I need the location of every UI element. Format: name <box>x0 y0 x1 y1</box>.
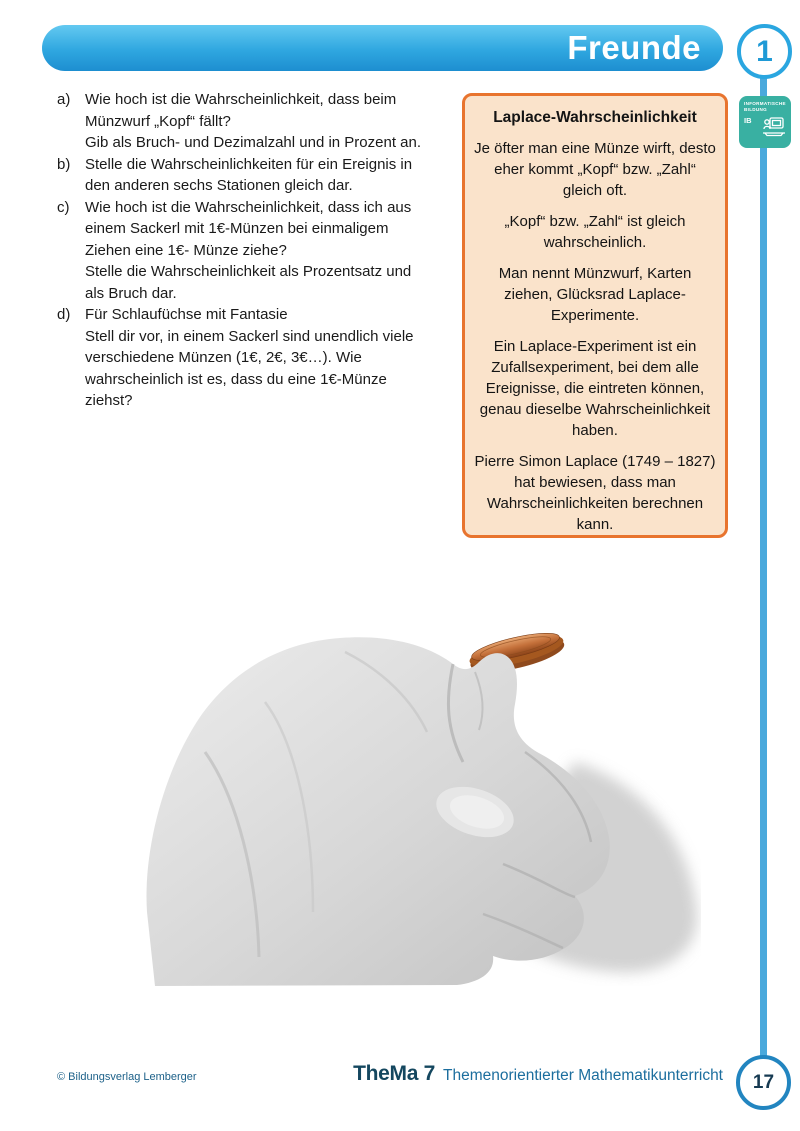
series-title: TheMa 7 <box>353 1062 436 1085</box>
badge-label-line2: BILDUNG <box>744 107 768 112</box>
exercise-text <box>85 154 412 197</box>
exercise-line: Stell dir vor, in einem Sackerl sind unendlich viele <box>85 327 414 345</box>
info-box-paragraph: „Kopf“ bzw. „Zahl“ ist gleich wahrscheinlich. <box>504 213 686 251</box>
exercise-item-b <box>57 154 477 197</box>
info-box-paragraph: Ein Laplace-Experiment ist ein Zufallsexperiment, bei dem alle Ereignisse, die eintreten können, genau dieselbe Wahrscheinlichkeit haben. <box>479 338 711 439</box>
exercise-line: ziehst? <box>85 392 133 409</box>
exercise-line: Stelle die Wahrscheinlichkeit als Prozentsatz und <box>85 263 412 280</box>
info-box-paragraph: Je öfter man eine Münze wirft, desto eher kommt „Kopf“ bzw. „Zahl“ gleich oft. <box>474 140 716 199</box>
exercise-line: verschiedene Münzen (1€, 2€, 3€…). Wie <box>85 349 362 366</box>
exercise-item-c <box>57 197 477 305</box>
chapter-header-bar <box>42 25 723 71</box>
exercise-line: Ziehen eine 1€- Münze ziehe? <box>85 241 287 259</box>
badge-abbreviation: IB <box>744 116 752 125</box>
page-number: 17 <box>752 1071 775 1093</box>
laplace-info-box <box>462 93 728 538</box>
exercise-text <box>85 197 411 305</box>
exercise-item-a <box>57 89 477 154</box>
exercise-line: wahrscheinlich ist es, dass du eine 1€-Münze <box>85 370 387 388</box>
badge-label-line1: INFORMATISCHE <box>744 101 786 106</box>
chapter-title: Freunde <box>567 29 701 66</box>
info-box-paragraph: Man nennt Münzwurf, Karten ziehen, Glücksrad Laplace-Experimente. <box>498 265 692 324</box>
series-subtitle: Themenorientierter Mathematikunterricht <box>443 1067 723 1084</box>
exercise-label: d) <box>57 306 71 323</box>
copyright-text: © Bildungsverlag Lemberger <box>57 1071 197 1083</box>
person-at-laptop-icon <box>761 116 787 143</box>
exercise-line: Stelle die Wahrscheinlichkeiten für ein Ereignis in <box>85 155 413 173</box>
exercise-label: c) <box>57 198 70 216</box>
informatische-bildung-badge <box>739 96 791 148</box>
exercise-text <box>85 89 421 154</box>
unit-number-circle <box>737 24 792 79</box>
info-box-title: Laplace-Wahrscheinlichkeit <box>493 109 697 126</box>
series-footer <box>353 1062 723 1086</box>
exercise-line: Wie hoch ist die Wahrscheinlichkeit, dass beim <box>85 91 397 108</box>
exercise-line: als Bruch dar. <box>85 284 177 302</box>
exercise-line: Gib als Bruch- und Dezimalzahl und in Prozent an. <box>85 134 422 151</box>
exercise-label: a) <box>57 91 71 108</box>
unit-number: 1 <box>756 34 773 68</box>
page-margin-line <box>760 76 767 1058</box>
exercise-line: Für Schlaufüchse mit Fantasie <box>85 306 288 323</box>
exercise-item-d <box>57 304 477 412</box>
info-box-paragraph: Pierre Simon Laplace (1749 – 1827) hat bewiesen, dass man Wahrscheinlichkeiten berechnen kann. <box>474 453 716 533</box>
exercise-line: Wie hoch ist die Wahrscheinlichkeit, dass ich aus <box>85 198 412 216</box>
exercise-text <box>85 304 414 412</box>
page-number-circle <box>736 1055 791 1110</box>
exercise-line: den anderen sechs Stationen gleich dar. <box>85 177 353 194</box>
exercise-label: b) <box>57 155 71 173</box>
exercise-line: einem Sackerl mit 1€-Münzen bei einmaligem <box>85 220 389 237</box>
exercise-line: Münzwurf „Kopf“ fällt? <box>85 112 231 130</box>
exercise-list <box>57 89 477 412</box>
hand-flipping-coin-photo <box>145 612 701 986</box>
